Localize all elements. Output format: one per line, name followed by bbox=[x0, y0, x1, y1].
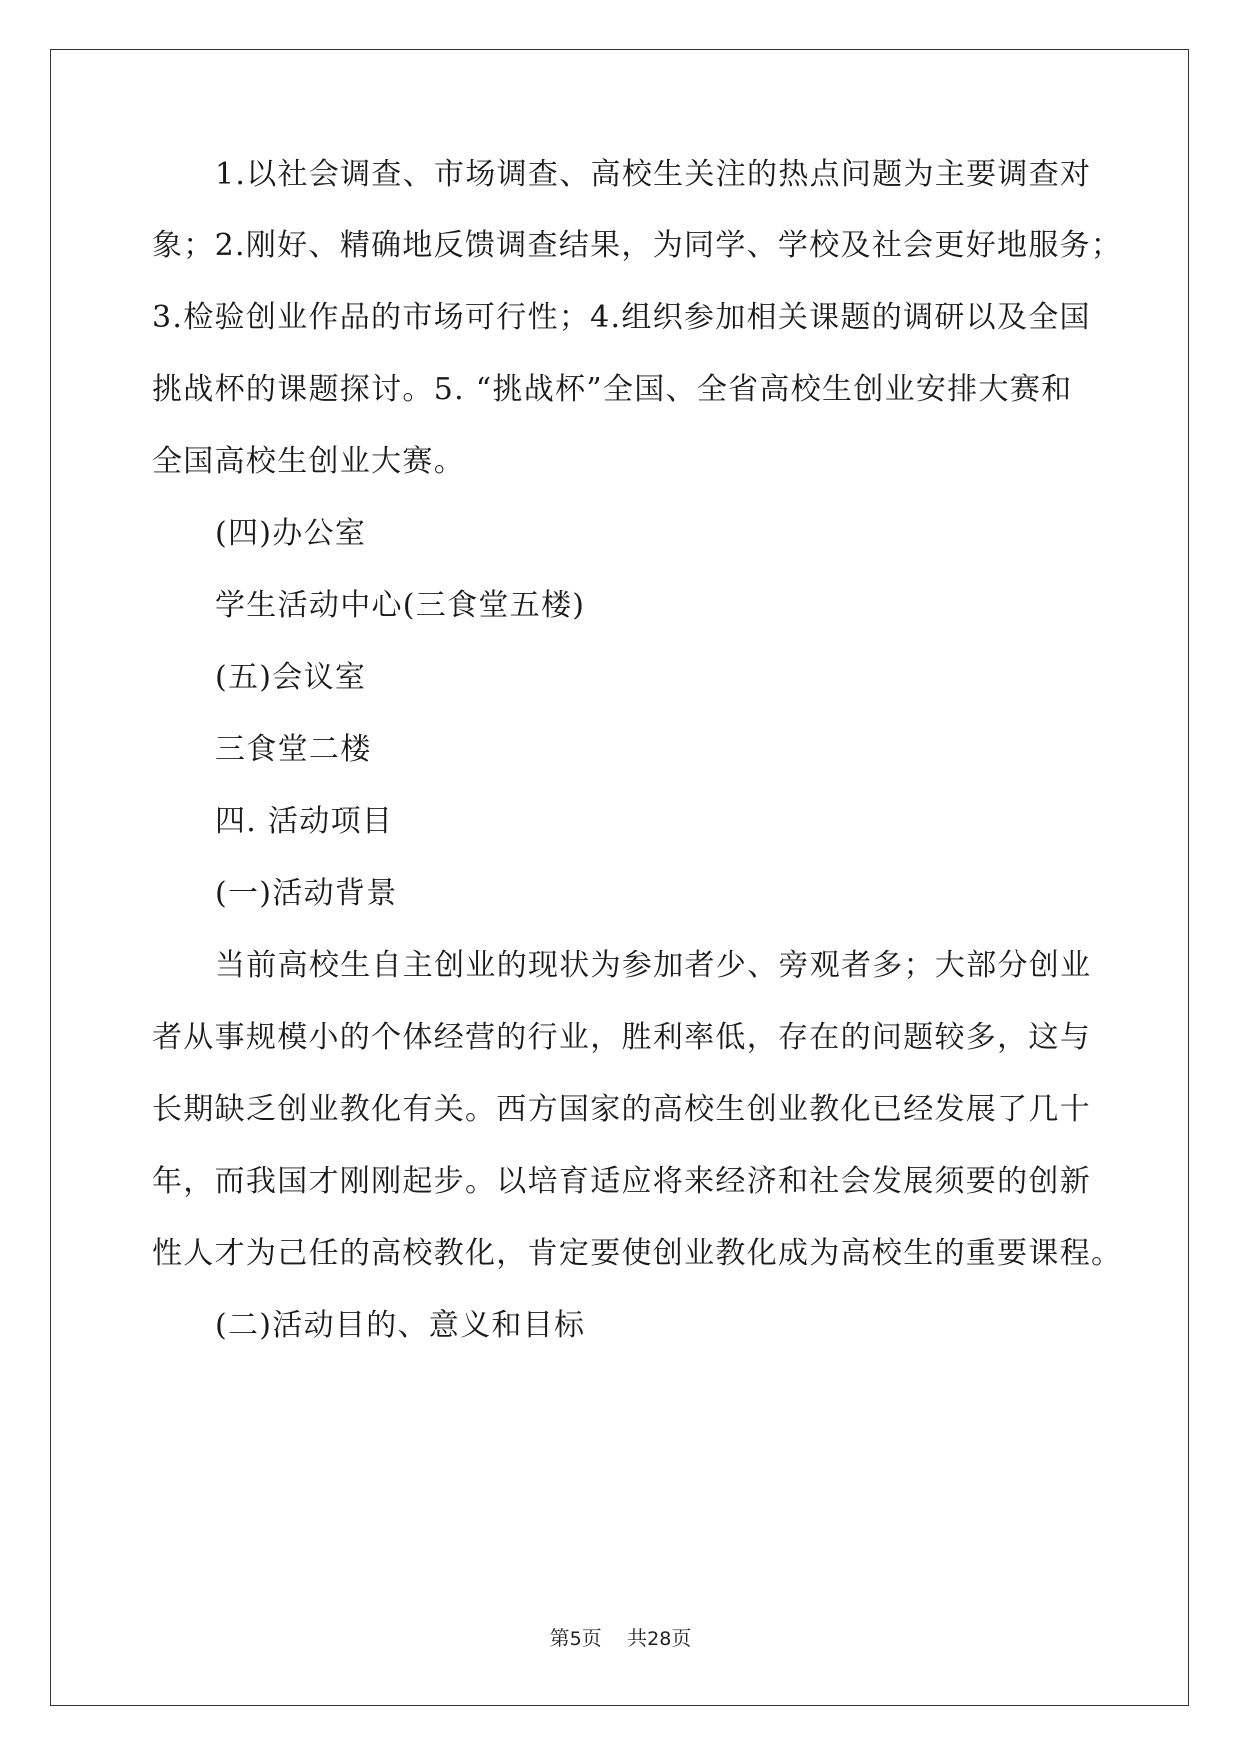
paragraph-line: 1.以社会调查、市场调查、高校生关注的热点问题为主要调查对 bbox=[215, 157, 1092, 192]
page-current: 5 bbox=[569, 1628, 582, 1650]
paragraph-line: 全国高校生创业大赛。 bbox=[152, 444, 465, 479]
page-prefix: 第 bbox=[549, 1626, 570, 1650]
paragraph-line: 象；2.刚好、精确地反馈调查结果，为同学、学校及社会更好地服务； bbox=[152, 228, 1123, 263]
paragraph-line: 三食堂二楼 bbox=[215, 732, 372, 767]
page-mid: 页 共 bbox=[581, 1626, 648, 1650]
paragraph-line: 年，而我国才刚刚起步。以培育适应将来经济和社会发展须要的创新 bbox=[152, 1164, 1091, 1199]
paragraph-line: 3.检验创业作品的市场可行性；4.组织参加相关课题的调研以及全国 bbox=[152, 300, 1091, 335]
paragraph-line: 者从事规模小的个体经营的行业，胜利率低，存在的问题较多，这与 bbox=[152, 1020, 1091, 1055]
paragraph-line: 长期缺乏创业教化有关。西方国家的高校生创业教化已经发展了几十 bbox=[152, 1092, 1091, 1127]
page-total: 28 bbox=[647, 1628, 672, 1650]
paragraph-line: 学生活动中心(三食堂五楼) bbox=[215, 588, 586, 623]
section-heading: (五)会议室 bbox=[215, 660, 367, 695]
paragraph-line: 当前高校生自主创业的现状为参加者少、旁观者多；大部分创业 bbox=[215, 948, 1092, 983]
paragraph-line: 挑战杯的课题探讨。5. “挑战杯”全国、全省高校生创业安排大赛和 bbox=[152, 372, 1073, 407]
section-heading: (二)活动目的、意义和目标 bbox=[215, 1308, 586, 1343]
page-footer bbox=[0, 1622, 1241, 1651]
section-heading: (四)办公室 bbox=[215, 516, 367, 551]
page-suffix: 页 bbox=[671, 1626, 692, 1650]
section-heading: (一)活动背景 bbox=[215, 876, 398, 911]
paragraph-line: 性人才为己任的高校教化，肯定要使创业教化成为高校生的重要课程。 bbox=[152, 1236, 1123, 1271]
section-heading: 四. 活动项目 bbox=[215, 804, 394, 839]
